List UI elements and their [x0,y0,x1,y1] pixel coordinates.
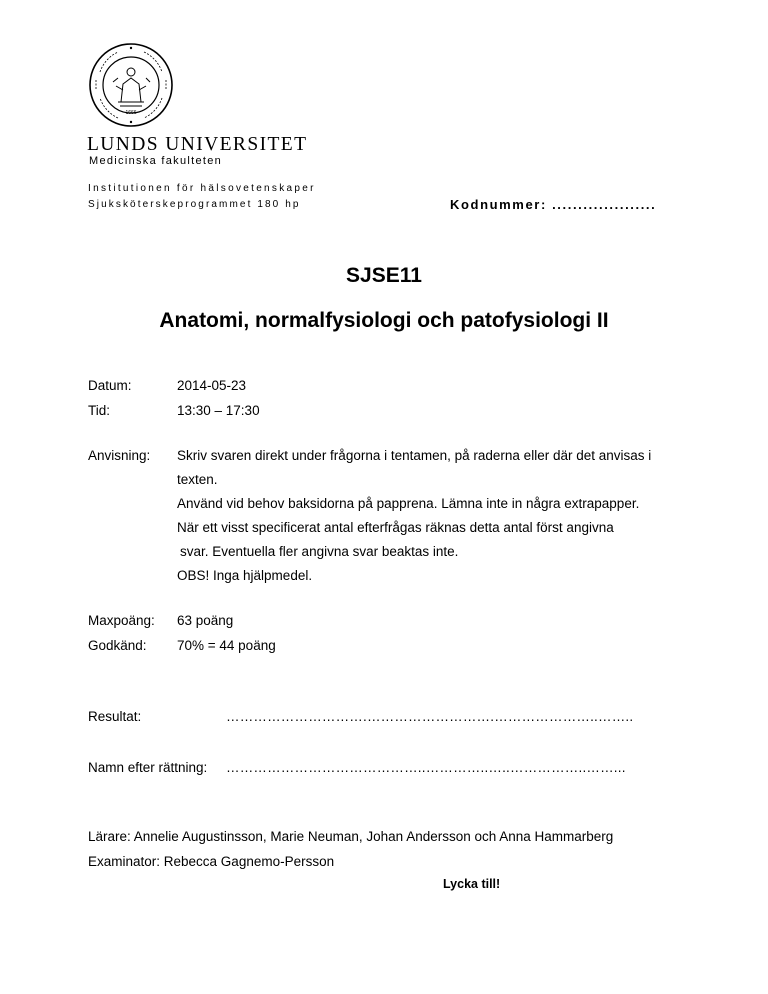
examiner-line: Examinator: Rebecca Gagnemo-Persson [88,854,335,869]
result-label: Resultat: [88,709,142,724]
program-name: Sjuksköterskeprogrammet 180 hp [88,199,301,210]
date-label: Datum: [88,378,132,393]
time-value: 13:30 – 17:30 [177,403,260,418]
university-name: LUNDS UNIVERSITET [87,134,308,155]
code-number-field: Kodnummer: .................... [450,197,657,212]
date-value: 2014-05-23 [177,378,247,393]
good-luck: Lycka till! [443,877,501,891]
name-after-grading-line: ……………………………………..…………..…..……………..……... [226,760,626,775]
course-title: Anatomi, normalfysiologi och patofysiologi II [159,309,609,332]
instruction-line: När ett visst specificerat antal efterfrågas räknas detta antal först angivna [177,520,614,535]
instruction-line: texten. [177,472,218,487]
svg-text:1666: 1666 [125,110,137,116]
pass-label: Godkänd: [88,638,147,653]
instruction-line: svar. Eventuella fler angivna svar beaktas inte. [180,544,459,559]
faculty-name: Medicinska fakulteten [89,155,223,167]
max-points-label: Maxpoäng: [88,613,155,628]
instructions-label: Anvisning: [88,448,151,463]
instruction-line: Använd vid behov baksidorna på papprena. Lämna inte in några extrapapper. [177,496,640,511]
max-points-value: 63 poäng [177,613,234,628]
lund-university-seal-icon [88,42,174,128]
institution-name: Institutionen för hälsovetenskaper [88,183,316,194]
time-label: Tid: [88,403,111,418]
pass-value: 70% = 44 poäng [177,638,276,653]
instruction-line: Skriv svaren direkt under frågorna i tentamen, på raderna eller där det anvisas i [177,448,652,463]
course-code: SJSE11 [346,264,422,287]
name-after-grading-label: Namn efter rättning: [88,760,208,775]
teachers-line: Lärare: Annelie Augustinsson, Marie Neuman, Johan Andersson och Anna Hammarberg [88,829,614,844]
result-line: ………………………….……………………….…………………..…….. [226,709,634,724]
instruction-line: OBS! Inga hjälpmedel. [177,568,313,583]
